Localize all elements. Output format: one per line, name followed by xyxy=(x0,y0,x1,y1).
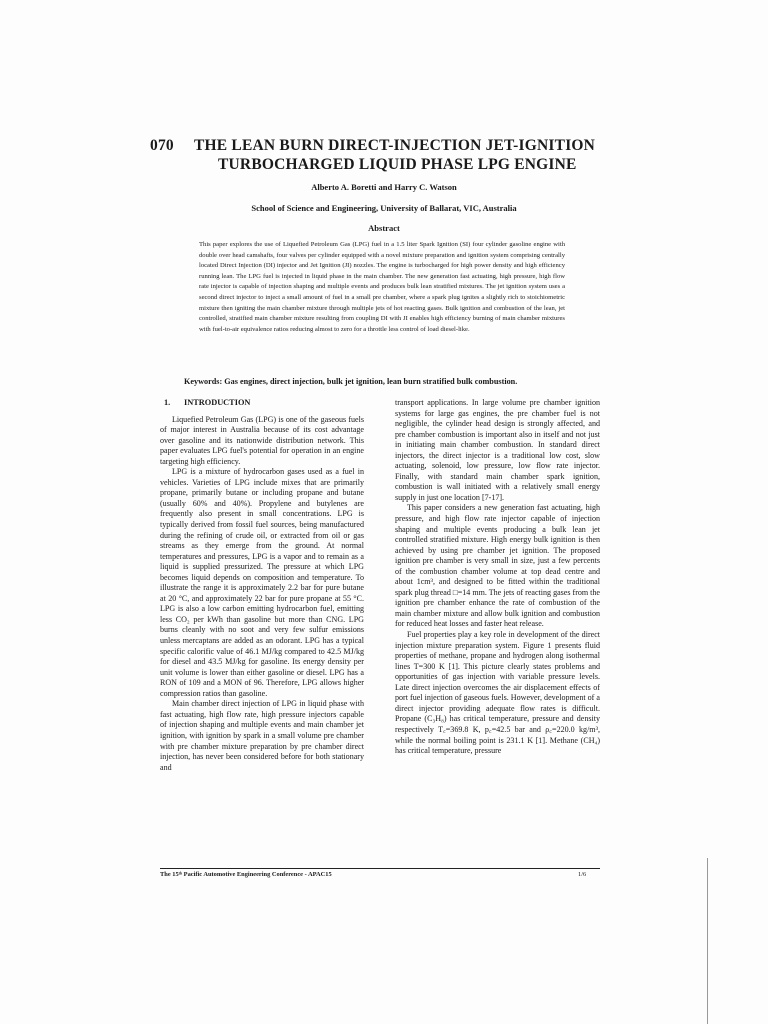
paragraph: LPG is a mixture of hydrocarbon gases used as a fuel in vehicles. Varieties of LPG include mixes that are primarily propane, primarily butane or including propane and butane (usually 60% and 40%). Propylene and butylenes are frequently also present in small concentrations. LPG is typically derived from fossil fuel sources, being manufactured during the refining of crude oil, or extracted from oil or gas streams as they emerge from the ground. At normal temperatures and pressures, LPG is a vapor and to remain as a liquid is supplied pressurized. The pressure at which LPG becomes liquid depends on composition and temperature. To illustrate the range it is approximately 2.2 bar for pure butane at 20 °C, and approximately 22 bar for pure propane at 55 °C. LPG is also a low carbon emitting hydrocarbon fuel, emitting less CO₂ per kWh than gasoline but more than CNG. LPG burns cleanly with no soot and very few sulfur emissions unless mercaptans are added as an odorant. LPG has a typical specific calorific value of 46.1 MJ/kg compared to 42.5 MJ/kg for diesel and 43.5 MJ/kg for gasoline. Its energy density per unit volume is lower than either gasoline or diesel. LPG has a RON of 109 and a MON of 96. Therefore, LPG allows higher compression ratios than gasoline. xyxy=(160,467,364,698)
paragraph: transport applications. In large volume pre chamber ignition systems for large gas engines, the pre chamber fuel is not negligible, the cylinder head design is strongly affected, and pre chamber combustion is important also in itself and not just in initiating main chamber combustion. In standard direct injectors, the direct injector is a traditional low cost, slow actuating, solenoid, low pressure, low flow rate injector. Finally, with standard main chamber spark ignition, combustion is wall initiated with a relatively small energy supply in just one location [7-17]. xyxy=(395,398,600,502)
authors: Alberto A. Boretti and Harry C. Watson xyxy=(311,182,457,192)
footer-page-number: 1/6 xyxy=(578,871,587,878)
left-column xyxy=(160,398,364,773)
paragraph: This paper considers a new generation fast actuating, high pressure, and high flow rate injector capable of injection shaping and multiple events producing a bulk lean jet controlled stratified mixture. High energy bulk ignition is then achieved by using pre chamber jet ignition. The proposed ignition pre chamber is very small in size, just a few percents of the combustion chamber volume at top dead centre and about 1cm³, and designed to be fitted within the traditional spark plug thread □=14 mm. The jets of reacting gases from the ignition pre chamber enhance the rate of combustion of the main chamber mixture and allow bulk ignition and combustion for reduced heat losses and faster heat release. xyxy=(395,503,601,629)
footer-divider xyxy=(160,868,600,869)
paragraph: Liquefied Petroleum Gas (LPG) is one of the gaseous fuels of major interest in Australia because of its cost advantage over gasoline and its nationwide distribution network. This paper evaluates LPG fuel's potential for operation in an engine targeting high efficiency. xyxy=(160,414,364,466)
title-line-2: TURBOCHARGED LIQUID PHASE LPG ENGINE xyxy=(218,156,577,173)
paper-number: 070 xyxy=(150,137,174,154)
right-column xyxy=(395,398,600,757)
paragraph: Fuel properties play a key role in development of the direct injection mixture preparation system. Figure 1 presents fluid properties of methane, propane and hydrogen along isothermal lines T=300 K [1]. This picture clearly states problems and opportunities of gas injection with variable pressure levels. Late direct injection overcomes the air displacement effects of port fuel injection of gaseous fuels. However, development of a direct injector providing adequate flow rates is difficult. Propane (C₃H₈) has critical temperature, pressure and density respectively T꜀=369.8 K, p꜀=42.5 bar and ρ꜀=220.0 kg/m³, while the normal boiling point is 231.1 K [1]. Methane (CH₄) has critical temperature, pressure xyxy=(395,630,600,756)
section-heading xyxy=(160,398,364,409)
title-line-1: THE LEAN BURN DIRECT-INJECTION JET-IGNITION xyxy=(194,137,596,154)
paper-title xyxy=(150,136,630,174)
paragraph: Main chamber direct injection of LPG in liquid phase with fast actuating, high flow rate, high pressure injectors capable of injection shaping and multiple events and main chamber jet ignition, with ignition by spark in a small volume pre chamber with pre chamber mixture preparation by pre chamber direct injection, has never been considered before for both stationary and xyxy=(160,699,364,772)
abstract-heading: Abstract xyxy=(368,223,400,233)
scan-edge-line xyxy=(707,858,708,1024)
abstract-text: This paper explores the use of Liquefied Petroleum Gas (LPG) fuel in a 1.5 liter Spark Ignition (SI) four cylinder gasoline engine with double over head camshafts, four valves per cylinder equipped with a novel mixture preparation and ignition system comprising centrally located Direct Injection (DI) injector and Jet Ignition (JI) nozzles. The engine is turbocharged for high power density and high efficiency running lean. The LPG fuel is injected in liquid phase in the main chamber. The new generation fast actuating, high pressure, high flow rate injector is capable of injection shaping and multiple events and produces bulk lean stratified mixtures. The jet ignition system uses a second direct injector to inject a small amount of fuel in a small pre chamber, where a spark plug ignites a slightly rich to stoichiometric mixture then igniting the main chamber mixture through multiple jets of hot reacting gases. Bulk ignition and combustion of the lean, jet controlled, stratified main chamber mixture resulting from coupling DI with JI enables high efficiency burning of main chamber mixtures with fuel-to-air equivalence ratios reducing almost to zero for a throttle less control of load diesel-like. xyxy=(199,241,565,333)
keywords: Keywords: Gas engines, direct injection, bulk jet ignition, lean burn stratified bulk combustion. xyxy=(184,377,518,386)
footer-conference: The 15ᵗʰ Pacific Automotive Engineering Conference - APAC15 xyxy=(160,871,332,878)
affiliation: School of Science and Engineering, University of Ballarat, VIC, Australia xyxy=(251,203,517,213)
section-title: INTRODUCTION xyxy=(184,398,251,407)
section-number: 1. xyxy=(164,398,171,407)
